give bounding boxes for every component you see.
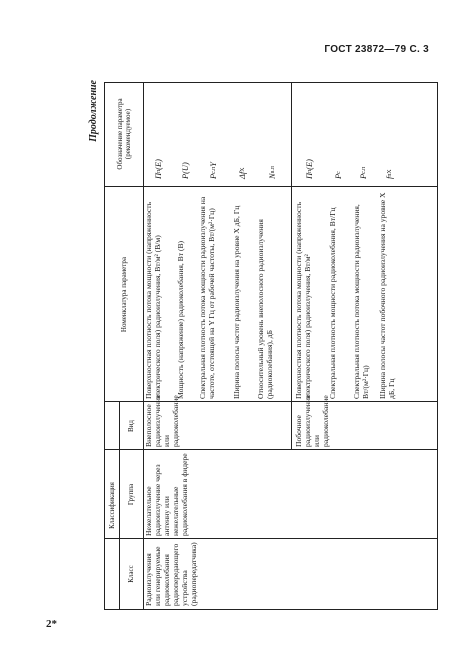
param-2-2: Спектральная плотность мощности радиоколебания, Вт/Гц: [328, 207, 337, 399]
param-1-4: Ширина полосы частот радиоизлучения на уровне X дБ, Гц: [232, 205, 241, 399]
rotated-table-area: [88, 80, 440, 610]
parameters-table: [104, 82, 438, 610]
designation-1-5: N в.п: [268, 166, 278, 179]
param-1-2: Мощность (напряжение) радиоколебания, Вт (В): [176, 240, 185, 399]
param-2-3: Спектральная плотность потока мощности радиоизлучения, Вт/(м²·Гц): [352, 204, 370, 399]
header-nomenclature: Номенклатура параметра: [119, 256, 128, 333]
param-1-5: Относительный уровень внеполосного радиоизлучения (радиоколебания), дБ: [256, 219, 274, 399]
group-cell: Нежелательное радиоизлучение через антенну или нежелательные радиоколебания в фидере: [144, 453, 189, 536]
designation-1-3: P с.п Y: [209, 162, 219, 179]
param-1-1: Поверхностная плотность потока мощности (напряженность электрического поля) радиоизлучения, Вт/м² (В/м): [144, 201, 162, 399]
param-2-1: Поверхностная плотность потока мощности (напряженность электрического поля) радиоизлучения, Вт/м²: [294, 201, 312, 399]
param-1-3: Спектральная плотность потока мощности радиоизлучения на частоте, отстоящей на Y Гц от рабочей частоты, Вт/(м²·Гц): [198, 196, 216, 399]
designation-2-4: f пX: [385, 169, 395, 179]
designation-2-3: P с.п: [359, 166, 369, 179]
running-header: ГОСТ 23872—79 С. 3: [324, 44, 429, 55]
designation-1-2: P (U): [181, 162, 191, 179]
designation-1-4: Δf X: [238, 167, 248, 179]
header-classification: Классификация: [107, 482, 116, 529]
header-class: Класс: [126, 565, 135, 583]
kind-cell-out-of-band: Внеполосное радиоизлучение или радиоколебание: [144, 394, 180, 447]
kind-cell-spurious: Побочное радиоизлучение или радиоколебание: [294, 394, 330, 447]
page-number: 2*: [46, 618, 57, 630]
header-kind: Вид: [126, 420, 135, 432]
param-2-4: Ширина полосы частот побочного радиоизлучения на уровне X дБ, Гц: [378, 192, 396, 399]
class-cell: Радиоизлучения или генерируемые радиоколебания радиопередающего устройства (радиопередатчика): [144, 542, 198, 606]
header-designation: Обозначение параметра (рекомендуемое): [115, 98, 132, 170]
continuation-label: Продолжение: [88, 80, 99, 142]
designation-2-2: P с: [334, 171, 344, 179]
designation-1-1: П п (E): [154, 159, 164, 179]
designation-2-1: П п (E): [305, 159, 315, 179]
header-group: Группа: [126, 483, 135, 506]
